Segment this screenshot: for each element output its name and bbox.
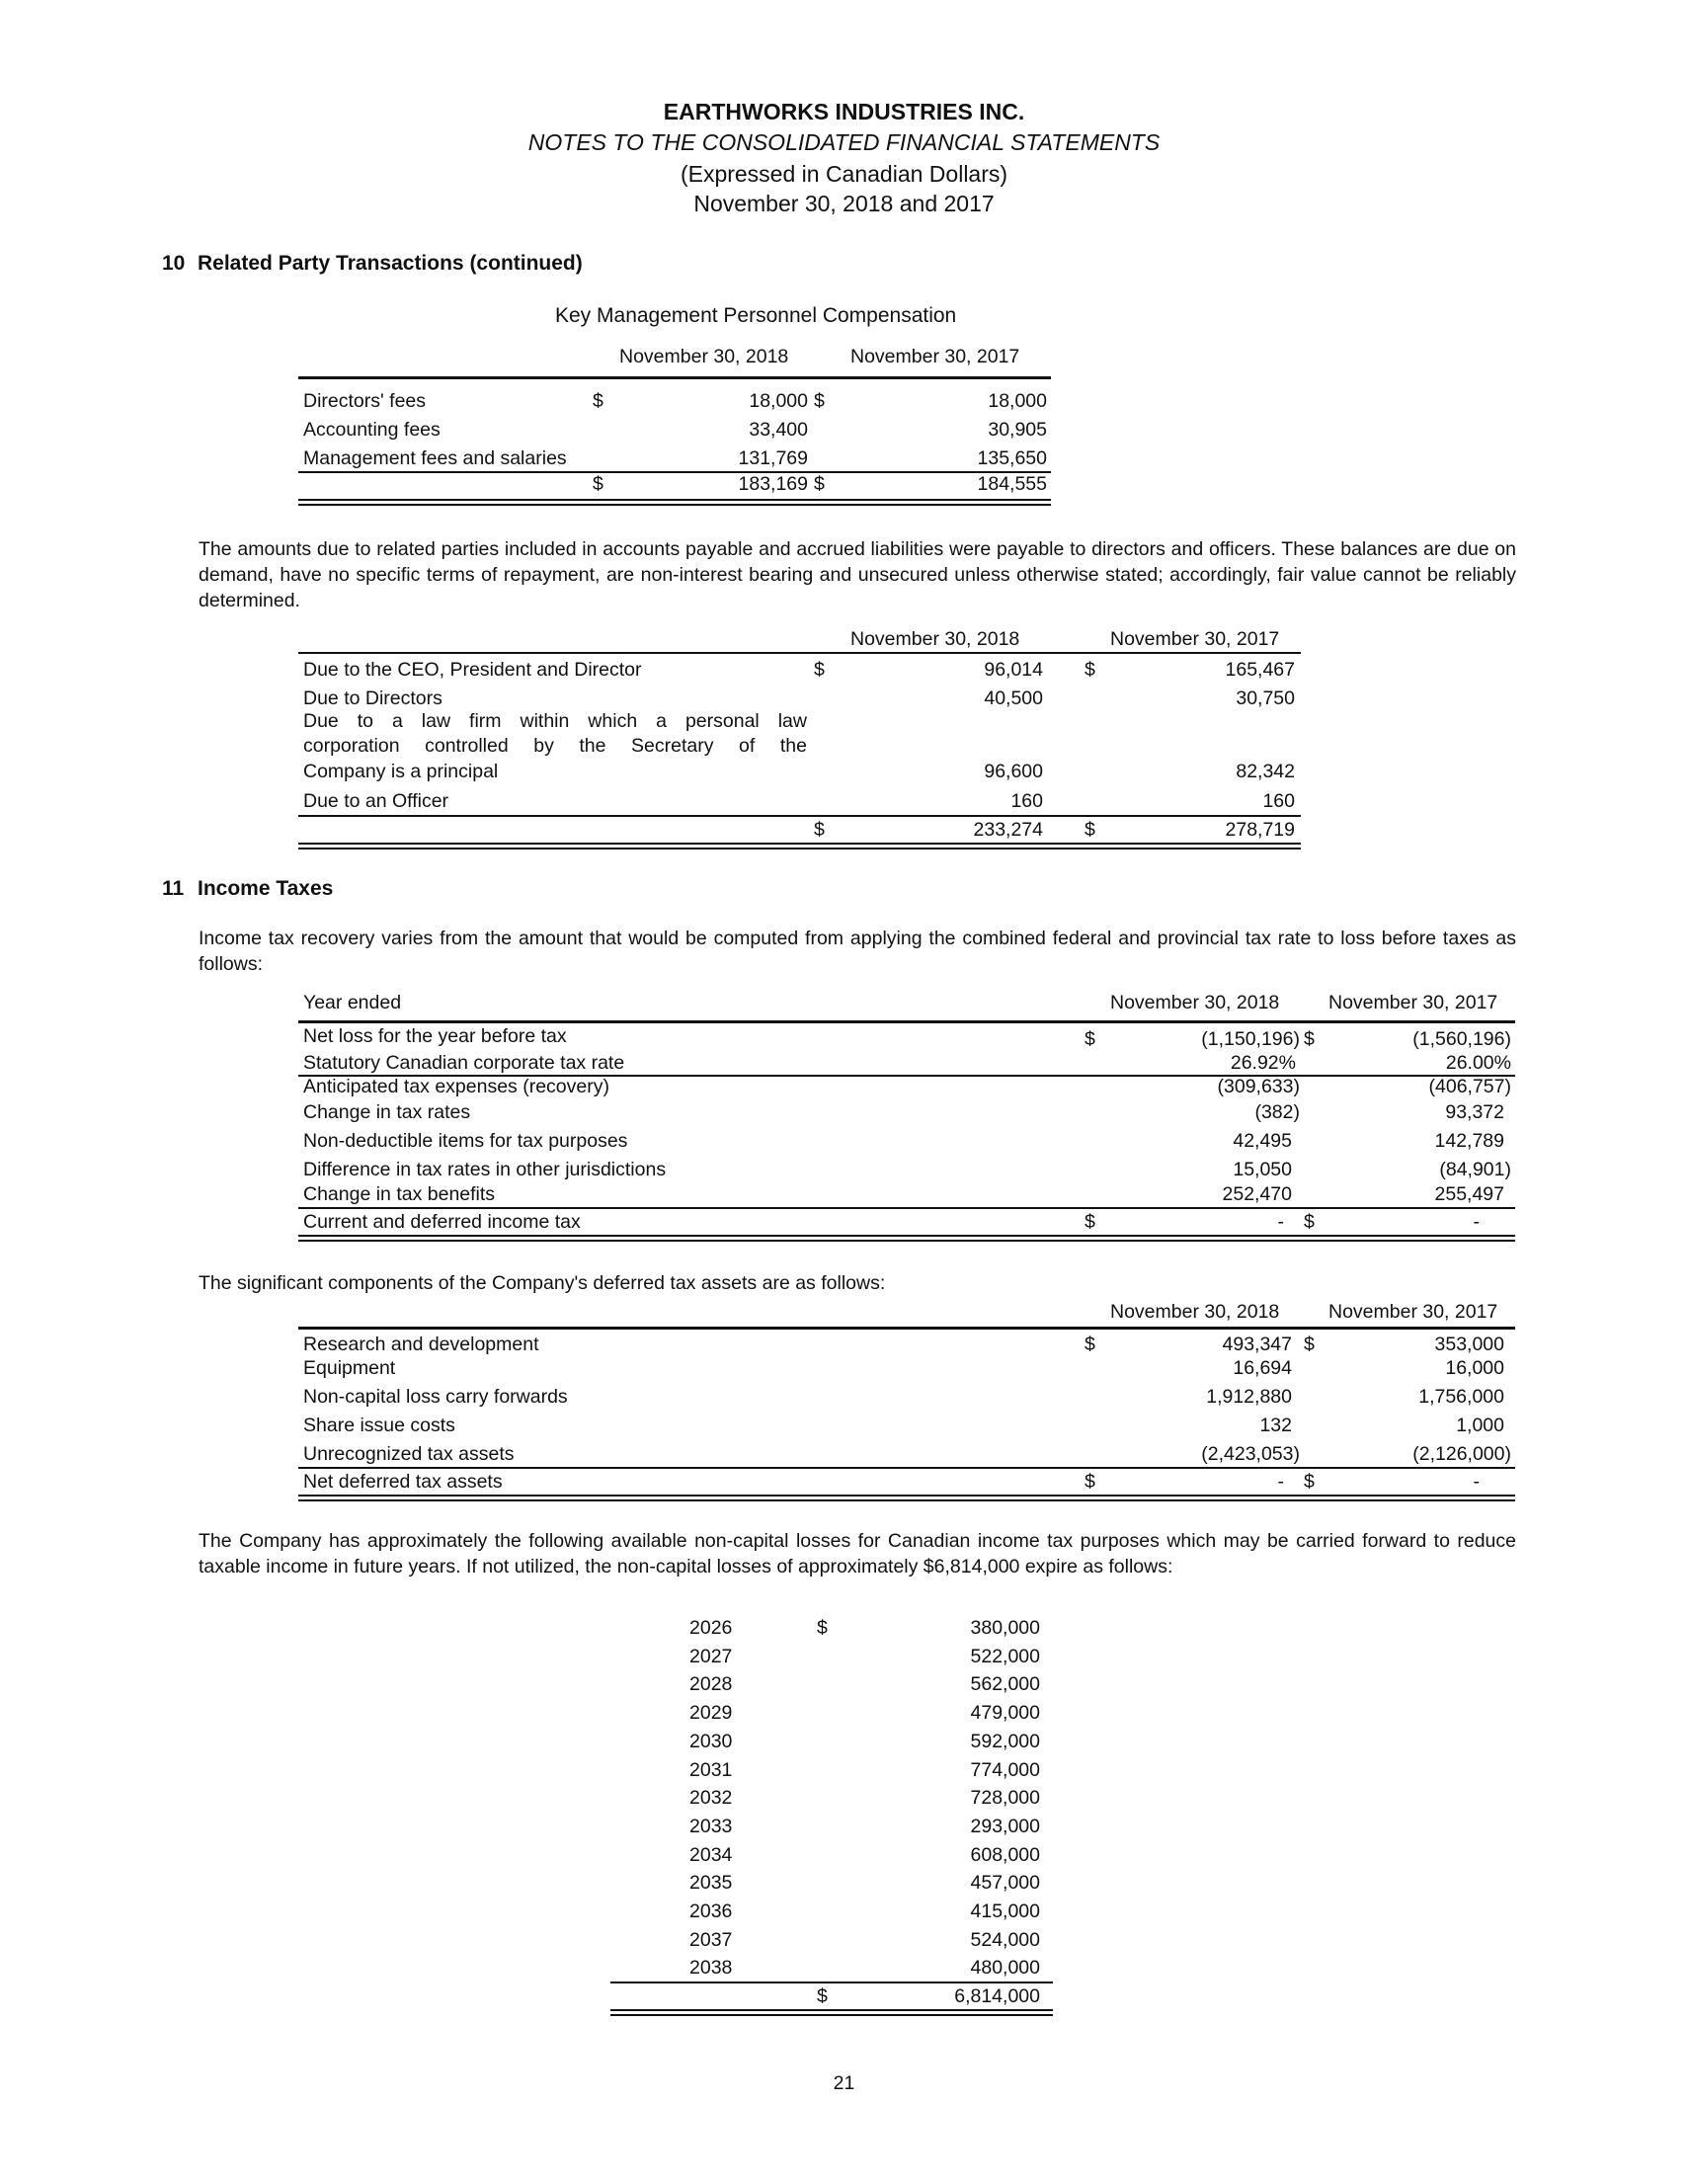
value-2017: (1,560,196) xyxy=(1412,1028,1511,1050)
row-label: Change in tax benefits xyxy=(303,1183,496,1205)
value-2018: (2,423,053) xyxy=(1201,1443,1300,1465)
section-number: 10 xyxy=(162,252,186,275)
value-2017: 26.00% xyxy=(1445,1052,1511,1074)
value-2017: 30,905 xyxy=(988,419,1047,441)
value-2018: 96,600 xyxy=(984,761,1043,782)
expiry-amount: 562,000 xyxy=(970,1673,1040,1695)
row-label-line: corporation controlled by the Secretary of the xyxy=(303,735,807,757)
currency-symbol: $ xyxy=(1085,659,1095,681)
row-label: Share issue costs xyxy=(303,1415,455,1436)
value-2017: 93,372 xyxy=(1445,1101,1504,1123)
expiry-year: 2037 xyxy=(689,1929,733,1951)
total-2017: - xyxy=(1473,1471,1480,1493)
value-2018: 15,050 xyxy=(1233,1159,1292,1180)
subtotal-rule xyxy=(610,1982,1053,1983)
currency-symbol: $ xyxy=(1085,1334,1095,1355)
expiry-amount: 480,000 xyxy=(970,1957,1040,1979)
value-2018: (382) xyxy=(1254,1101,1300,1123)
income-tax-paragraph: Income tax recovery varies from the amount that would be computed from applying the combined federal and provincial tax rate to loss before taxes as follows: xyxy=(199,928,1516,975)
currency-symbol: $ xyxy=(817,1985,828,2007)
value-2017: 82,342 xyxy=(1236,761,1295,782)
expiry-amount: 728,000 xyxy=(970,1787,1040,1809)
value-2017: (2,126,000) xyxy=(1412,1443,1511,1465)
expiry-amount: 293,000 xyxy=(970,1816,1040,1837)
column-header-2017: November 30, 2017 xyxy=(1328,992,1498,1013)
value-2017: 142,789 xyxy=(1434,1130,1504,1152)
currency-symbol: $ xyxy=(814,390,825,412)
expiry-year: 2035 xyxy=(689,1872,733,1894)
expiry-year: 2026 xyxy=(689,1617,733,1639)
section-title: Related Party Transactions (continued) xyxy=(198,252,583,275)
value-2018: 252,470 xyxy=(1222,1183,1292,1205)
expiry-year: 2029 xyxy=(689,1702,733,1724)
double-rule-top xyxy=(298,499,1051,501)
total-2018: - xyxy=(1277,1471,1284,1493)
double-rule-top xyxy=(610,2009,1053,2011)
period-label: November 30, 2018 and 2017 xyxy=(693,191,995,216)
expiry-year: 2033 xyxy=(689,1816,733,1837)
expiry-amount: 524,000 xyxy=(970,1929,1040,1951)
currency-symbol: $ xyxy=(814,659,825,681)
total-2017: 184,555 xyxy=(977,473,1047,495)
currency-symbol: $ xyxy=(1085,1211,1095,1233)
table-caption: Key Management Personnel Compensation xyxy=(555,304,957,327)
expiry-year: 2034 xyxy=(689,1844,733,1866)
expiry-amount: 380,000 xyxy=(970,1617,1040,1639)
expiry-year: 2030 xyxy=(689,1731,733,1752)
column-header-2017: November 30, 2017 xyxy=(1110,628,1280,650)
double-rule-bottom xyxy=(298,504,1051,506)
currency-symbol: $ xyxy=(1304,1028,1315,1050)
column-header-2017: November 30, 2017 xyxy=(850,346,1020,367)
currency-symbol: $ xyxy=(1085,819,1095,841)
value-2017: 160 xyxy=(1262,790,1295,812)
currency-symbol: $ xyxy=(1304,1334,1315,1355)
row-label-line: Company is a principal xyxy=(303,761,499,782)
expiry-year: 2036 xyxy=(689,1901,733,1922)
value-2017: (406,757) xyxy=(1428,1076,1511,1097)
currency-symbol: $ xyxy=(1304,1471,1315,1493)
non-capital-losses-paragraph: The Company has approximately the following available non-capital losses for Canadian income tax purposes which may be carried forward to reduce taxable income in future years. If not utilized, the non-capital losses of approximately $6,814,000 expire as follows: xyxy=(199,1530,1516,1577)
double-rule-bottom xyxy=(298,848,1301,849)
value-2018: 493,347 xyxy=(1222,1334,1292,1355)
expiry-amount: 457,000 xyxy=(970,1872,1040,1894)
value-2018: 26.92% xyxy=(1230,1052,1296,1074)
total-2018: 183,169 xyxy=(738,473,808,495)
expiry-amount: 592,000 xyxy=(970,1731,1040,1752)
expiry-amount: 415,000 xyxy=(970,1901,1040,1922)
column-header-2018: November 30, 2018 xyxy=(1110,992,1280,1013)
related-party-paragraph: The amounts due to related parties included in accounts payable and accrued liabilities were payable to directors and officers. These balances are due on demand, have no specific terms of repayment, are non-interest bearing and unsecured unless otherwise stated; accordingly, fair value cannot be reliably determined. xyxy=(199,538,1516,611)
row-label: Research and development xyxy=(303,1334,539,1355)
row-label: Equipment xyxy=(303,1357,396,1379)
currency-symbol: $ xyxy=(1085,1028,1095,1050)
section-title: Income Taxes xyxy=(198,877,334,900)
row-label: Statutory Canadian corporate tax rate xyxy=(303,1052,625,1074)
value-2018: 1,912,880 xyxy=(1206,1386,1292,1408)
value-2018: 33,400 xyxy=(749,419,808,441)
value-2017: 16,000 xyxy=(1445,1357,1504,1379)
value-2017: 1,000 xyxy=(1456,1415,1504,1436)
row-label: Directors' fees xyxy=(303,390,427,412)
value-2017: 165,467 xyxy=(1225,659,1295,681)
row-label: Due to an Officer xyxy=(303,790,449,812)
section-11-heading xyxy=(162,877,333,901)
header-rule xyxy=(298,652,1301,654)
expiry-amount: 522,000 xyxy=(970,1646,1040,1667)
value-2017: 353,000 xyxy=(1434,1334,1504,1355)
value-2018: 42,495 xyxy=(1233,1130,1292,1152)
section-number: 11 xyxy=(162,877,185,900)
value-2017: 18,000 xyxy=(988,390,1047,412)
company-name: EARTHWORKS INDUSTRIES INC. xyxy=(663,99,1025,124)
expiry-amount: 774,000 xyxy=(970,1759,1040,1781)
value-2018: (1,150,196) xyxy=(1201,1028,1300,1050)
currency-symbol: $ xyxy=(593,390,603,412)
row-label: Due to the CEO, President and Director xyxy=(303,659,642,681)
deferred-tax-paragraph: The significant components of the Company's deferred tax assets are as follows: xyxy=(199,1272,886,1294)
header-rule xyxy=(298,1020,1515,1023)
currency-symbol: $ xyxy=(593,473,603,495)
column-header-2018: November 30, 2018 xyxy=(619,346,789,367)
year-ended-label: Year ended xyxy=(303,992,402,1013)
expiry-year: 2028 xyxy=(689,1673,733,1695)
column-header-2018: November 30, 2018 xyxy=(850,628,1020,650)
value-2017: (84,901) xyxy=(1439,1159,1511,1180)
value-2018: 160 xyxy=(1010,790,1043,812)
page-number: 21 xyxy=(833,2072,855,2094)
expiry-year: 2032 xyxy=(689,1787,733,1809)
value-2017: 30,750 xyxy=(1236,688,1295,709)
row-label: Net loss for the year before tax xyxy=(303,1025,567,1047)
double-rule-bottom xyxy=(298,1499,1515,1501)
value-2018: 132 xyxy=(1259,1415,1292,1436)
row-label: Anticipated tax expenses (recovery) xyxy=(303,1076,609,1097)
expiry-year: 2038 xyxy=(689,1957,733,1979)
row-label: Accounting fees xyxy=(303,419,441,441)
total-2017: 278,719 xyxy=(1225,819,1295,841)
row-label: Difference in tax rates in other jurisdictions xyxy=(303,1159,667,1180)
value-2018: 18,000 xyxy=(749,390,808,412)
value-2018: 131,769 xyxy=(738,447,808,469)
double-rule-top xyxy=(298,1495,1515,1496)
row-label: Unrecognized tax assets xyxy=(303,1443,515,1465)
row-label: Non-capital loss carry forwards xyxy=(303,1386,568,1408)
subtotal-rule xyxy=(298,815,1301,817)
currency-symbol: $ xyxy=(814,473,825,495)
row-label: Due to Directors xyxy=(303,688,442,709)
currency-symbol: $ xyxy=(1304,1211,1315,1233)
row-label: Current and deferred income tax xyxy=(303,1211,581,1233)
column-header-2018: November 30, 2018 xyxy=(1110,1301,1280,1323)
header-rule xyxy=(298,1327,1515,1330)
row-label: Management fees and salaries xyxy=(303,447,567,469)
total-2018: - xyxy=(1277,1211,1284,1233)
currency-note: (Expressed in Canadian Dollars) xyxy=(680,161,1008,187)
currency-symbol: $ xyxy=(814,819,825,841)
section-10-heading xyxy=(162,252,583,276)
row-label-line: Due to a law firm within which a personal law xyxy=(303,710,807,732)
column-header-2017: November 30, 2017 xyxy=(1328,1301,1498,1323)
document-subtitle: NOTES TO THE CONSOLIDATED FINANCIAL STATEMENTS xyxy=(527,129,1161,155)
subtotal-rule xyxy=(298,1207,1515,1209)
expiry-amount: 608,000 xyxy=(970,1844,1040,1866)
value-2017: 1,756,000 xyxy=(1418,1386,1504,1408)
total-2018: 233,274 xyxy=(973,819,1043,841)
row-label: Net deferred tax assets xyxy=(303,1471,503,1493)
value-2018: 40,500 xyxy=(984,688,1043,709)
expiry-amount: 479,000 xyxy=(970,1702,1040,1724)
expiry-year: 2031 xyxy=(689,1759,733,1781)
expiry-total: 6,814,000 xyxy=(954,1985,1040,2007)
value-2017: 135,650 xyxy=(977,447,1047,469)
value-2018: 16,694 xyxy=(1233,1357,1292,1379)
row-label: Change in tax rates xyxy=(303,1101,471,1123)
currency-symbol: $ xyxy=(1085,1471,1095,1493)
total-2017: - xyxy=(1473,1211,1480,1233)
value-2018: (309,633) xyxy=(1217,1076,1300,1097)
row-label: Non-deductible items for tax purposes xyxy=(303,1130,628,1152)
subtotal-rule xyxy=(298,1467,1515,1469)
double-rule-bottom xyxy=(298,1240,1515,1242)
currency-symbol: $ xyxy=(817,1617,828,1639)
double-rule-top xyxy=(298,843,1301,845)
double-rule-bottom xyxy=(610,2014,1053,2016)
value-2017: 255,497 xyxy=(1434,1183,1504,1205)
expiry-year: 2027 xyxy=(689,1646,733,1667)
header-rule xyxy=(298,376,1051,379)
value-2018: 96,014 xyxy=(984,659,1043,681)
double-rule-top xyxy=(298,1235,1515,1237)
